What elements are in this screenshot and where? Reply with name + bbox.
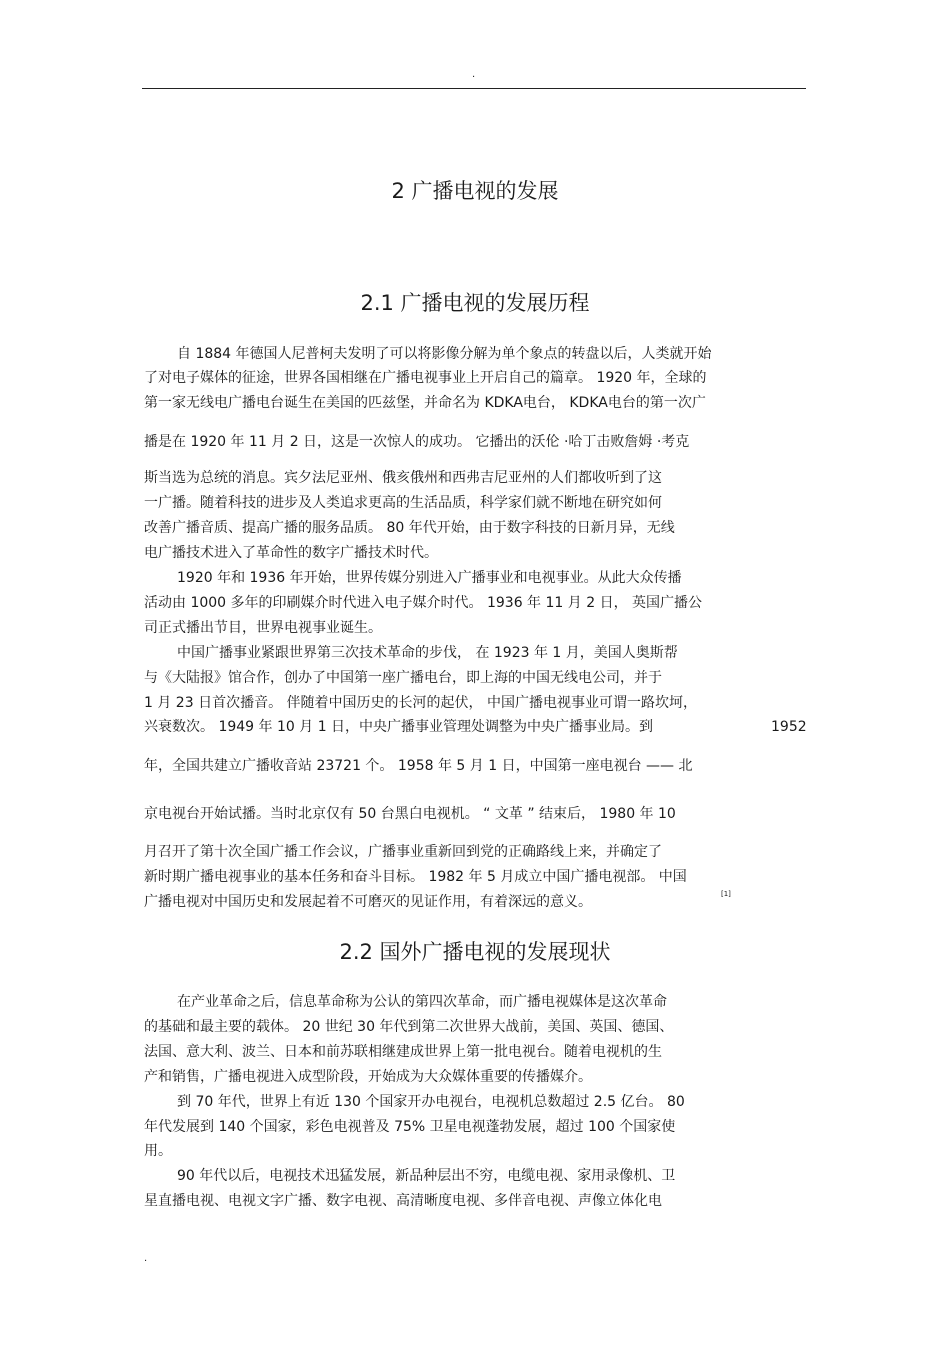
section-title-2-1: 2.1 广播电视的发展历程 xyxy=(360,291,590,315)
text-line: 年代发展到 140 个国家，彩色电视普及 75% 卫星电视蓬勃发展，超过 100 个国家使 xyxy=(144,1119,676,1135)
text-line: 中国广播事业紧跟世界第三次技术革命的步伐， 在 1923 年 1 月，美国人奥斯帮 xyxy=(177,645,678,661)
chapter-title: 2 广播电视的发展 xyxy=(391,179,559,203)
text-line: 一广播。随着科技的进步及人类追求更高的生活品质，科学家们就不断地在研究如何 xyxy=(144,495,662,511)
text-line: 产和销售，广播电视进入成型阶段，开始成为大众媒体重要的传播媒介。 xyxy=(144,1069,592,1085)
header-mark: . xyxy=(472,69,476,80)
text-line: 改善广播音质、提高广播的服务品质。 80 年代开始，由于数字科技的日新月异，无线 xyxy=(144,520,675,536)
text-line: 播是在 1920 年 11 月 2 日，这是一次惊人的成功。 它播出的沃伦 ·哈丁击败詹姆 ·考克 xyxy=(144,434,690,450)
text-line: 星直播电视、电视文字广播、数字电视、高清晰度电视、多伴音电视、声像立体化电 xyxy=(144,1193,662,1209)
text-line: 1952 xyxy=(771,719,807,735)
citation-ref: [1] xyxy=(721,890,731,898)
text-line: 用。 xyxy=(144,1143,172,1159)
text-line: 新时期广播电视事业的基本任务和奋斗目标。 1982 年 5 月成立中国广播电视部。 中国 xyxy=(144,869,687,885)
footer-mark: . xyxy=(144,1253,148,1264)
text-line: 第一家无线电广播电台诞生在美国的匹兹堡，并命名为 KDKA电台， KDKA电台的第一次广 xyxy=(144,395,706,411)
text-line: 兴衰数次。 1949 年 10 月 1 日，中央广播事业管理处调整为中央广播事业局。到 xyxy=(144,719,654,735)
section-title-2-2: 2.2 国外广播电视的发展现状 xyxy=(339,940,611,964)
text-line: 年，全国共建立广播收音站 23721 个。 1958 年 5 月 1 日，中国第一座电视台 —— 北 xyxy=(144,758,693,774)
text-line: 电广播技术进入了革命性的数字广播技术时代。 xyxy=(144,545,438,561)
text-line: 活动由 1000 多年的印刷媒介时代进入电子媒介时代。 1936 年 11 月 2 日， 英国广播公 xyxy=(144,595,703,611)
text-line: 法国、意大利、波兰、日本和前苏联相继建成世界上第一批电视台。随着电视机的生 xyxy=(144,1044,662,1060)
text-line: 的基础和最主要的载体。 20 世纪 30 年代到第二次世界大战前，美国、英国、德国、 xyxy=(144,1019,674,1035)
text-line: 自 1884 年德国人尼普柯夫发明了可以将影像分解为单个象点的转盘以后，人类就开始 xyxy=(177,346,712,362)
text-line: 与《大陆报》馆合作，创办了中国第一座广播电台，即上海的中国无线电公司，并于 xyxy=(144,670,662,686)
text-line: 到 70 年代，世界上有近 130 个国家开办电视台，电视机总数超过 2.5 亿台。 80 xyxy=(177,1094,685,1110)
text-line: 90 年代以后，电视技术迅猛发展，新品种层出不穷，电缆电视、家用录像机、卫 xyxy=(177,1168,676,1184)
text-line: 斯当选为总统的消息。宾夕法尼亚州、俄亥俄州和西弗吉尼亚州的人们都收听到了这 xyxy=(144,470,662,486)
text-line: 1 月 23 日首次播音。 伴随着中国历史的长河的起伏， 中国广播电视事业可谓一路坎坷， xyxy=(144,695,697,711)
text-line: 了对电子媒体的征途，世界各国相继在广播电视事业上开启自己的篇章。 1920 年，全球的 xyxy=(144,370,707,386)
text-line: 广播电视对中国历史和发展起着不可磨灭的见证作用，有着深远的意义。 xyxy=(144,894,592,910)
header-rule xyxy=(142,88,806,89)
text-line: 在产业革命之后，信息革命称为公认的第四次革命，而广播电视媒体是这次革命 xyxy=(177,994,667,1010)
text-line: 月召开了第十次全国广播工作会议，广播事业重新回到党的正确路线上来，并确定了 xyxy=(144,844,662,860)
text-line: 京电视台开始试播。当时北京仅有 50 台黑白电视机。 “ 文革 ” 结束后， 1980 年 10 xyxy=(144,806,676,822)
text-line: 1920 年和 1936 年开始，世界传媒分别进入广播事业和电视事业。从此大众传播 xyxy=(177,570,682,586)
text-line: 司正式播出节目，世界电视事业诞生。 xyxy=(144,620,382,636)
